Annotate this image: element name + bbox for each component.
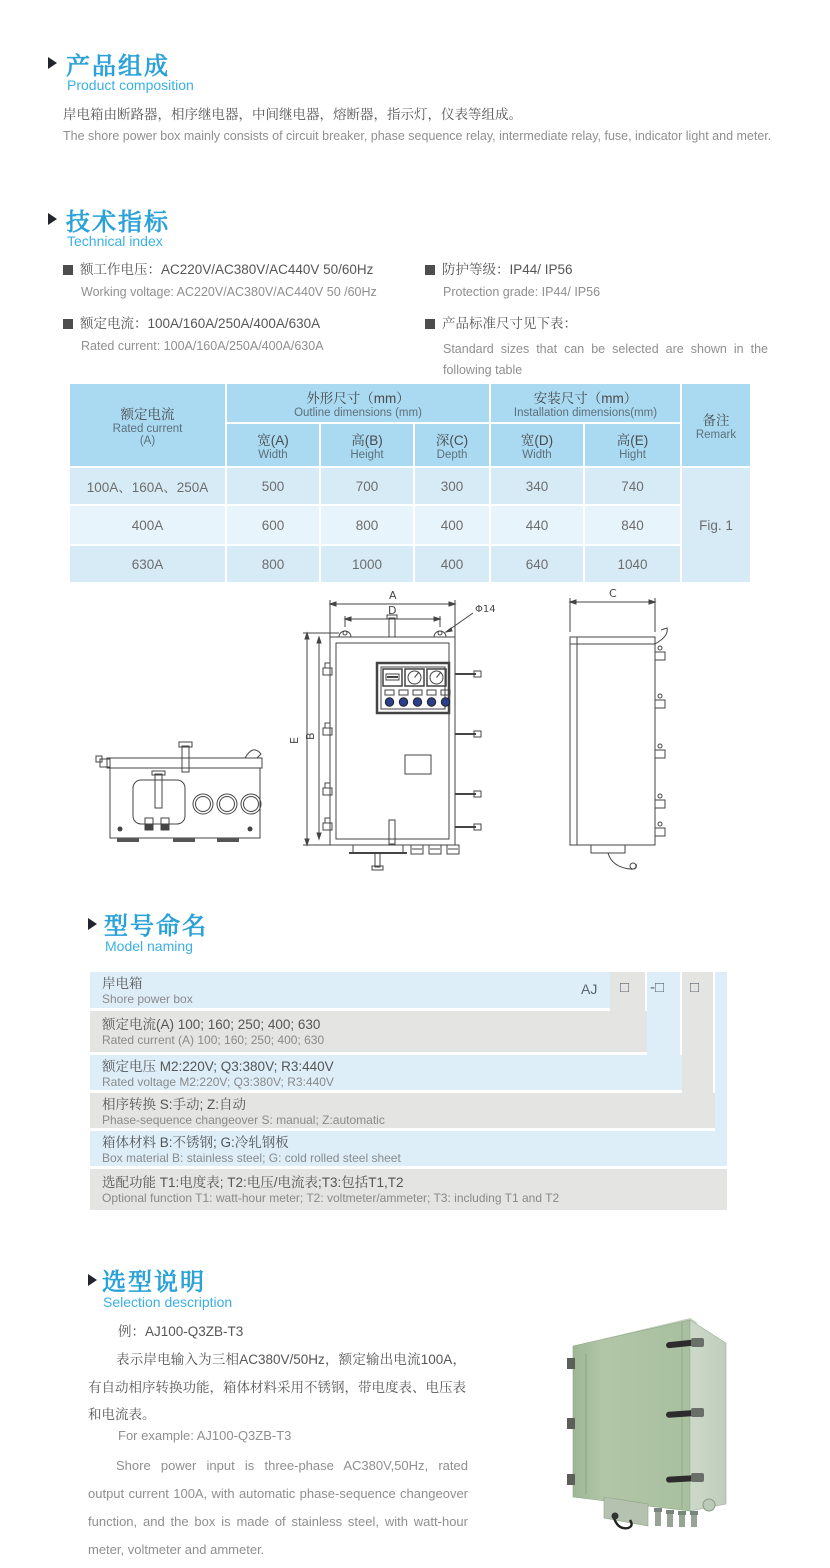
bullet-icon [63, 265, 73, 275]
selection-example-zh: 例：AJ100-Q3ZB-T3 [118, 1324, 244, 1339]
cell-value: 640 [491, 546, 583, 582]
front-view [288, 589, 496, 870]
subheader-width-a: 宽(A) Width [227, 424, 319, 466]
indicator-lights [385, 690, 450, 706]
svg-text:D: D [388, 604, 397, 617]
selection-desc-en: Shore power input is three-phase AC380V,50Hz, rated output current 100A, with automatic phase-sequence changeover function, and the box is made of stainless steel, with watt-hour meter, voltmeter and ammeter. [88, 1458, 468, 1557]
cell-current: 630A [70, 546, 225, 582]
col-header-outline: 外形尺寸（mm） Outline dimensions (mm) [227, 384, 489, 422]
bullet-icon [425, 265, 435, 275]
col-header-install: 安装尺寸（mm） Installation dimensions(mm) [491, 384, 680, 422]
cell-value: 800 [227, 546, 319, 582]
bullet-icon [425, 319, 435, 329]
section-title-technical: 技术指标 [66, 209, 170, 236]
naming-row-product: 岸电箱 Shore power box [90, 972, 610, 1008]
svg-text:A: A [389, 589, 397, 602]
cell-value: 600 [227, 506, 319, 544]
selection-desc-zh: 表示岸电输入为三相AC380V/50Hz，额定输出电流100A，有自动相序转换功能，箱体材料采用不锈钢，带电度表、电压表和电流表。 [88, 1352, 466, 1422]
product-photo [548, 1298, 824, 1566]
bottom-view [96, 742, 262, 842]
cell-value: 340 [491, 468, 583, 504]
naming-row-phase: 相序转换 S:手动; Z:自动 Phase-sequence changeover S: manual; Z:automatic [90, 1093, 715, 1128]
subheader-width-d: 宽(D) Width [491, 424, 583, 466]
col-header-current: 额定电流 Rated current (A) [70, 384, 225, 466]
composition-text-zh: 岸电箱由断路器，相序继电器，中间继电器，熔断器，指示灯，仪表等组成。 [63, 107, 522, 122]
cell-value: 800 [321, 506, 413, 544]
naming-row-material: 箱体材料 B:不锈钢; G:冷轧钢板 Box material B: stainless steel; G: cold rolled steel sheet [90, 1131, 727, 1166]
col-header-remark: 备注 Remark [682, 384, 750, 466]
table-row [70, 506, 750, 544]
svg-text:E: E [288, 737, 301, 744]
naming-row-current: 额定电流(A) 100; 160; 250; 400; 630 Rated current (A) 100; 160; 250; 400; 630 [90, 1011, 647, 1052]
code-box-1: □ [620, 979, 630, 996]
cell-current: 400A [70, 506, 225, 544]
section-arrow-icon [88, 1274, 97, 1286]
outline-drawing [55, 582, 805, 894]
cell-value: 400 [415, 546, 489, 582]
bottom-glands-front [349, 845, 459, 870]
dimensions-table [68, 382, 752, 584]
section-title-naming: 型号命名 [104, 913, 208, 940]
composition-text-en: The shore power box mainly consists of circuit breaker, phase sequence relay, intermediate relay, fuse, indicator light and meter. [63, 129, 772, 143]
cell-value: 1000 [321, 546, 413, 582]
naming-row-optional: 选配功能 T1:电度表; T2:电压/电流表;T3:包括T1,T2 Optional function T1: watt-hour meter; T2: voltmeter/ammeter; T3: including T1 and T2 [90, 1169, 727, 1210]
cell-value: 1040 [585, 546, 680, 582]
cell-value: 400 [415, 506, 489, 544]
section-subtitle-naming: Model naming [105, 938, 193, 954]
spec-current-zh: 额定电流：100A/160A/250A/400A/630A [63, 312, 320, 332]
spec-sizes-en: Standard sizes that can be selected are shown in the following table [443, 342, 768, 377]
cell-value: 740 [585, 468, 680, 504]
bottom-gland-side [591, 845, 636, 869]
meter-panel [377, 663, 450, 713]
table-row [70, 468, 750, 504]
svg-text:B: B [304, 732, 317, 740]
subheader-height-b: 高(B) Height [321, 424, 413, 466]
spec-protection-zh: 防护等级：IP44/ IP56 [425, 258, 573, 278]
bullet-icon [63, 319, 73, 329]
selection-example-en: For example: AJ100-Q3ZB-T3 [118, 1428, 292, 1443]
side-view [570, 587, 667, 869]
cell-current: 100A、160A、250A [70, 468, 225, 504]
spec-current-en: Rated current: 100A/160A/250A/400A/630A [81, 339, 324, 353]
section-arrow-icon [88, 918, 97, 930]
cell-value: 300 [415, 468, 489, 504]
cell-remark: Fig. 1 [682, 468, 750, 582]
spec-sizes-zh: 产品标准尺寸见下表： [425, 312, 577, 332]
door-handles-right [455, 671, 481, 830]
cable-gland-holes [193, 794, 261, 814]
cell-value: 500 [227, 468, 319, 504]
naming-row-voltage: 额定电压 M2:220V; Q3:380V; R3:440V Rated voltage M2:220V; Q3:380V; R3:440V [90, 1055, 682, 1090]
section-arrow-icon [48, 213, 57, 225]
svg-text:C: C [609, 587, 617, 600]
table-row [70, 546, 750, 582]
cell-value: 700 [321, 468, 413, 504]
spec-protection-en: Protection grade: IP44/ IP56 [443, 285, 601, 299]
subheader-height-e: 高(E) Hight [585, 424, 680, 466]
section-subtitle-composition: Product composition [67, 77, 194, 93]
hinges [655, 628, 667, 836]
section-subtitle-technical: Technical index [67, 233, 163, 249]
section-arrow-icon [48, 57, 57, 69]
cell-value: 440 [491, 506, 583, 544]
code-prefix: AJ [581, 981, 598, 997]
section-title-selection: 选型说明 [102, 1269, 206, 1296]
cell-value: 840 [585, 506, 680, 544]
subheader-depth-c: 深(C) Depth [415, 424, 489, 466]
code-box-3: □ [690, 979, 700, 996]
code-box-2: -□ [650, 979, 665, 996]
svg-text:Φ14: Φ14 [475, 604, 496, 615]
door-latches-left [323, 663, 332, 830]
section-title-composition: 产品组成 [66, 53, 170, 80]
section-subtitle-selection: Selection description [103, 1294, 233, 1310]
spec-voltage-zh: 额工作电压：AC220V/AC380V/AC440V 50/60Hz [63, 258, 373, 278]
spec-voltage-en: Working voltage: AC220V/AC380V/AC440V 50 /60Hz [81, 285, 377, 299]
